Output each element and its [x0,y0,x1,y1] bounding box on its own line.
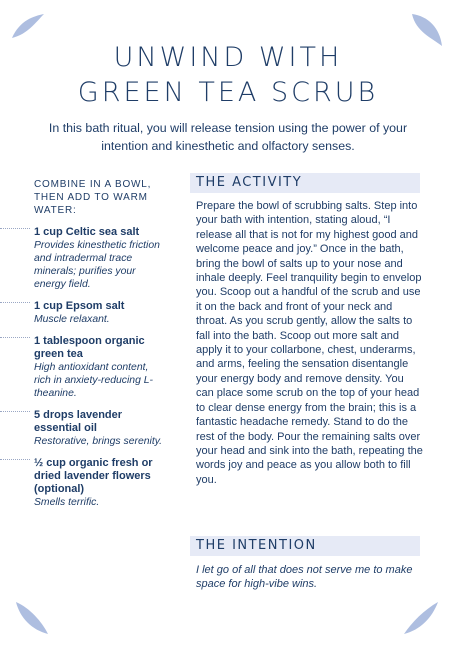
intro-text: In this bath ritual, you will release tension using the power of your intention and kinesthetic and olfactory senses. [48,121,408,153]
ingredients-heading: COMBINE IN A BOWL, THEN ADD TO WARM WATER: [34,179,152,216]
activity-text: Prepare the bowl of scrubbing salts. Step into your bath with intention, stating aloud, “I release all that is not for my highest good and welcome peace and joy.” Once in the bath, bring the bowl of salts up to your nose and inhale deeply. Feel tranquility begin to envelop you. Scoop out a handful of the scrub and use it on the back and front of your neck and throat. As you scrub gently, allow the salts to fall into the bath. Scoop out more salt and apply it to your collarbone, chest, underarms, and arms, feeling the sensation disentangle your energy body and remove density. You can place some scrub on the top of your head to clear dense energy from the brain; this is a fantastic headache remedy. Stand to do the rest of the body. Pour the remaining salts over your head and sink into the bath, repeating the words joy and peace as you allow both to fill you. [196,200,423,486]
ingredient-desc: Provides kinesthetic friction and intradermal trace minerals; purifies your energy field. [34,240,160,290]
activity-heading-band [190,173,420,193]
ingredient-name: 5 drops lavender essential oil [34,409,123,434]
ingredient-name: 1 tablespoon organic green tea [34,335,145,360]
dotted-leader [0,302,30,303]
ingredient-desc: Restorative, brings serenity. [34,436,163,447]
intention-heading: THE INTENTION [196,538,317,553]
ingredient-desc: High antioxidant content, rich in anxiety-reducing L-theanine. [34,362,153,399]
ingredient-item [34,409,166,448]
activity-heading: THE ACTIVITY [196,175,303,190]
ingredients-column [34,178,166,518]
title-line-2: GREEN TEA SCRUB [77,77,379,108]
intention-heading-band [190,536,420,556]
ingredient-item [34,335,166,400]
dotted-leader [0,228,30,229]
ingredient-name: ½ cup organic fresh or dried lavender flowers (optional) [34,457,153,495]
leaf-icon [12,598,52,638]
dotted-leader [0,337,30,338]
ingredient-item [34,226,166,291]
ingredient-desc: Smells terrific. [34,497,100,508]
page-title [0,40,456,110]
leaf-icon [402,600,442,636]
ingredient-name: 1 cup Epsom salt [34,300,125,312]
intention-text: I let go of all that does not serve me to make space for high-vibe wins. [196,564,413,591]
ingredient-name: 1 cup Celtic sea salt [34,226,140,238]
dotted-leader [0,411,30,412]
ingredient-item [34,457,166,509]
title-line-1: UNWIND WITH [113,42,343,73]
ingredient-desc: Muscle relaxant. [34,314,110,325]
leaf-icon [10,12,46,42]
dotted-leader [0,459,30,460]
ingredient-item [34,300,166,326]
